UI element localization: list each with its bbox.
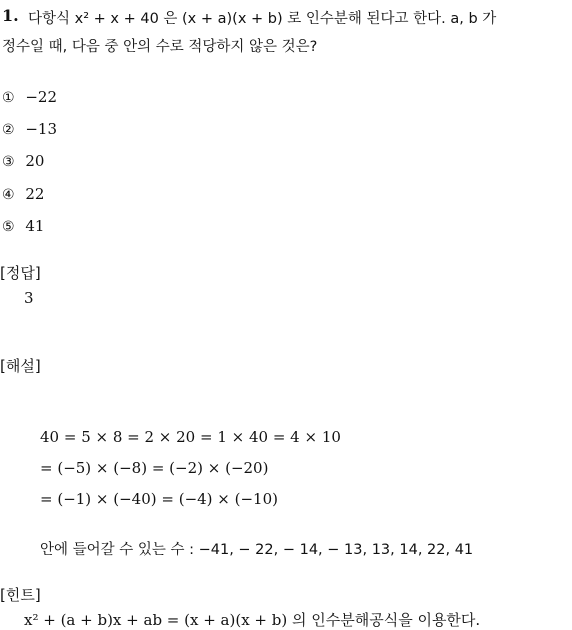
choice-5-mark: ⑤	[2, 219, 15, 235]
choice-3-mark: ③	[2, 154, 15, 170]
answer-label: [정답]	[0, 264, 41, 282]
explanation-eq-2: = (−5) × (−8) = (−2) × (−20)	[40, 459, 269, 477]
choice-1[interactable]	[2, 88, 57, 106]
choice-4-text: 22	[25, 185, 45, 203]
choice-2-mark: ②	[2, 122, 15, 138]
explanation-eq-3: = (−1) × (−40) = (−4) × (−10)	[40, 490, 279, 508]
question-line-1: 다항식 x² + x + 40 은 (x + a)(x + b) 로 인수분해 된다고 한다. a, b 가	[28, 11, 497, 27]
answer-value: 3	[24, 289, 34, 307]
choice-4-mark: ④	[2, 187, 15, 203]
choice-1-mark: ①	[2, 90, 15, 106]
explanation-label: [해설]	[0, 357, 41, 375]
question-line-2: 정수일 때, 다음 중 안의 수로 적당하지 않은 것은?	[2, 39, 318, 55]
choice-5-text: 41	[25, 217, 45, 235]
hint-label: [힌트]	[0, 586, 41, 604]
choice-5[interactable]	[2, 217, 44, 235]
explanation-summary: 안에 들어갈 수 있는 수 : −41, − 22, − 14, − 13, 13, 14, 22, 41	[40, 542, 474, 558]
choice-3-text: 20	[25, 152, 45, 170]
explanation-eq-1: 40 = 5 × 8 = 2 × 20 = 1 × 40 = 4 × 10	[40, 428, 341, 446]
question-number: 1.	[2, 6, 19, 25]
hint-text: x² + (a + b)x + ab = (x + a)(x + b) 의 인수분해공식을 이용한다.	[24, 611, 481, 629]
choice-3[interactable]	[2, 152, 44, 170]
choice-1-text: −22	[25, 88, 57, 106]
choice-2-text: −13	[25, 120, 57, 138]
choice-2[interactable]	[2, 120, 57, 138]
choice-4[interactable]	[2, 185, 44, 203]
